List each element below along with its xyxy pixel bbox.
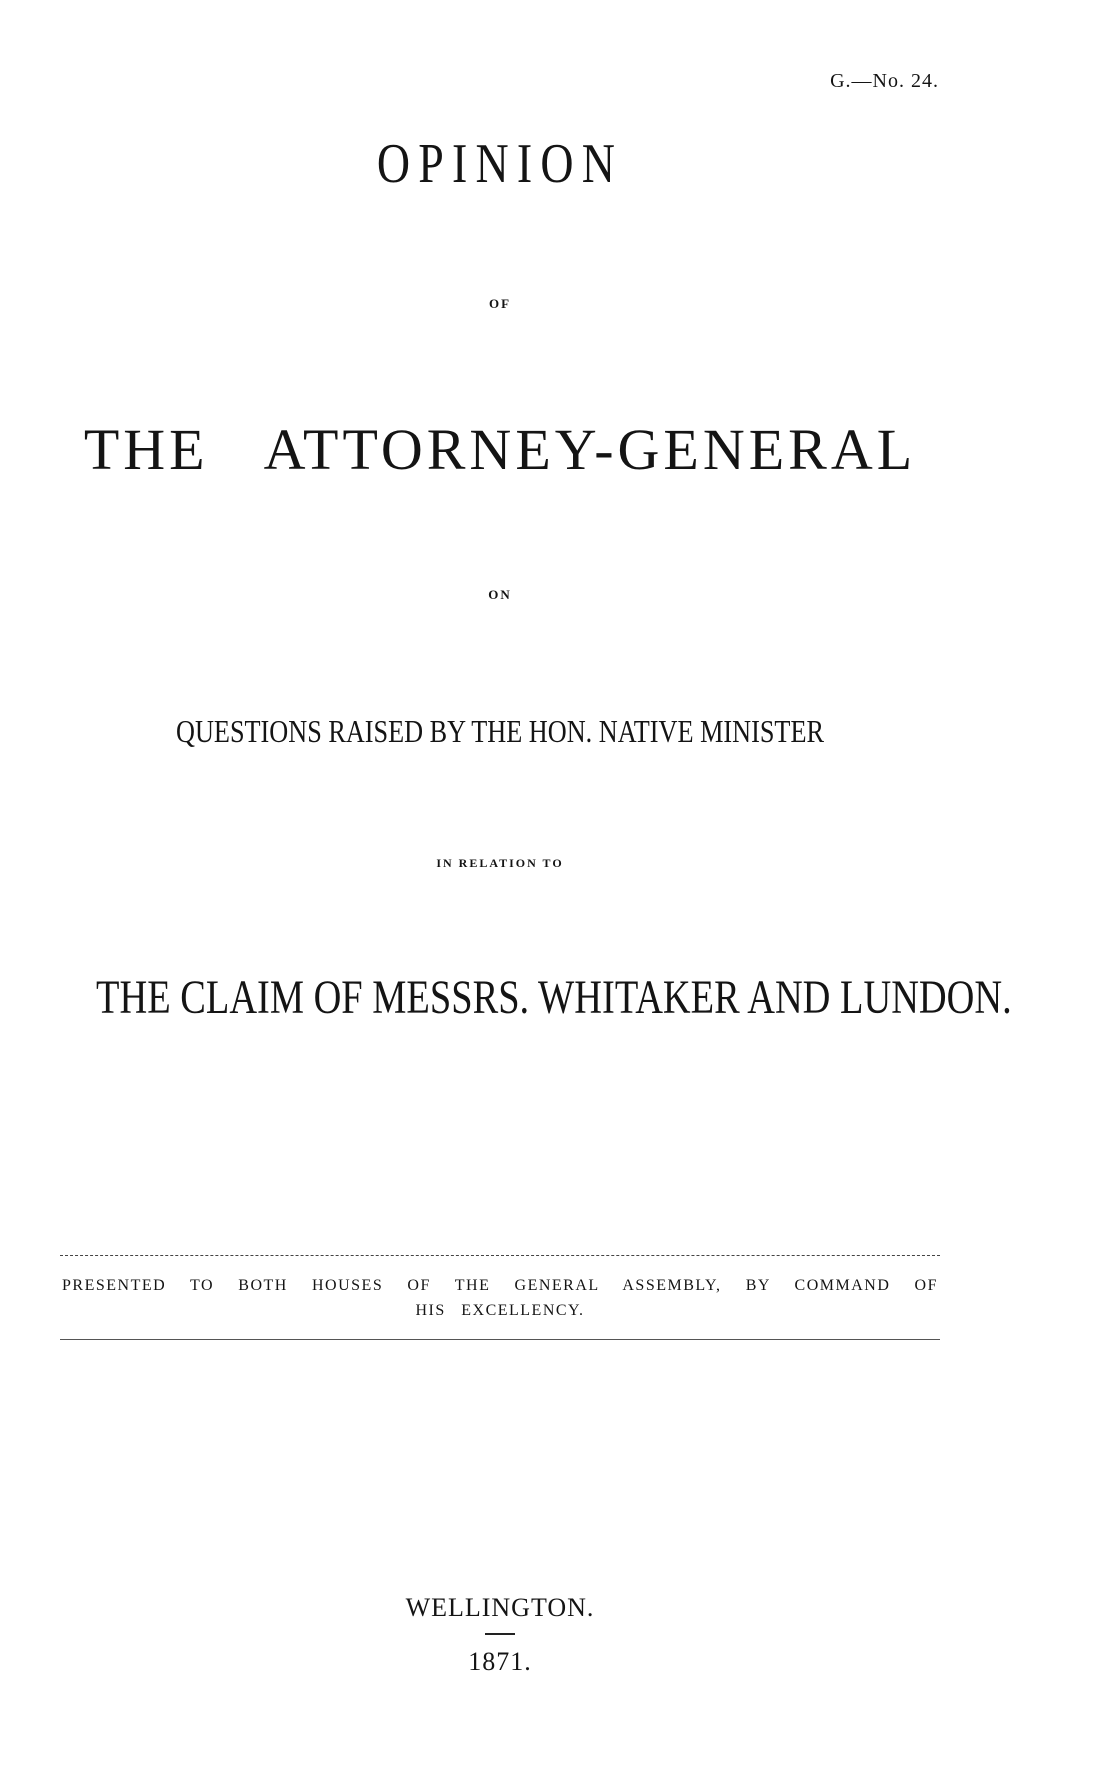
subject-attorney-general xyxy=(0,416,1000,483)
document-reference: G.—No. 24. xyxy=(830,70,939,92)
questions-line: QUESTIONS RAISED BY THE HON. NATIVE MINISTER xyxy=(176,713,824,749)
rule-top xyxy=(60,1255,940,1256)
connector-in-relation-to: IN RELATION TO xyxy=(436,856,564,870)
imprint-dash xyxy=(485,1633,515,1635)
imprint-city: WELLINGTON. xyxy=(405,1593,595,1622)
subject-attorney: ATTORNEY-GENERAL xyxy=(263,417,917,482)
title-opinion: OPINION xyxy=(376,133,624,195)
presented-line-1: PRESENTED TO BOTH HOUSES OF THE GENERAL ASSEMBLY, BY COMMAND OF xyxy=(62,1277,938,1294)
rule-bottom xyxy=(60,1339,940,1340)
connector-on: ON xyxy=(488,587,512,602)
subject-the: THE xyxy=(83,417,209,482)
imprint-year: 1871. xyxy=(468,1647,532,1676)
connector-of: OF xyxy=(488,296,512,311)
claim-line: THE CLAIM OF MESSRS. WHITAKER AND LUNDON. xyxy=(96,971,1012,1024)
presented-line-2: HIS EXCELLENCY. xyxy=(415,1302,585,1319)
